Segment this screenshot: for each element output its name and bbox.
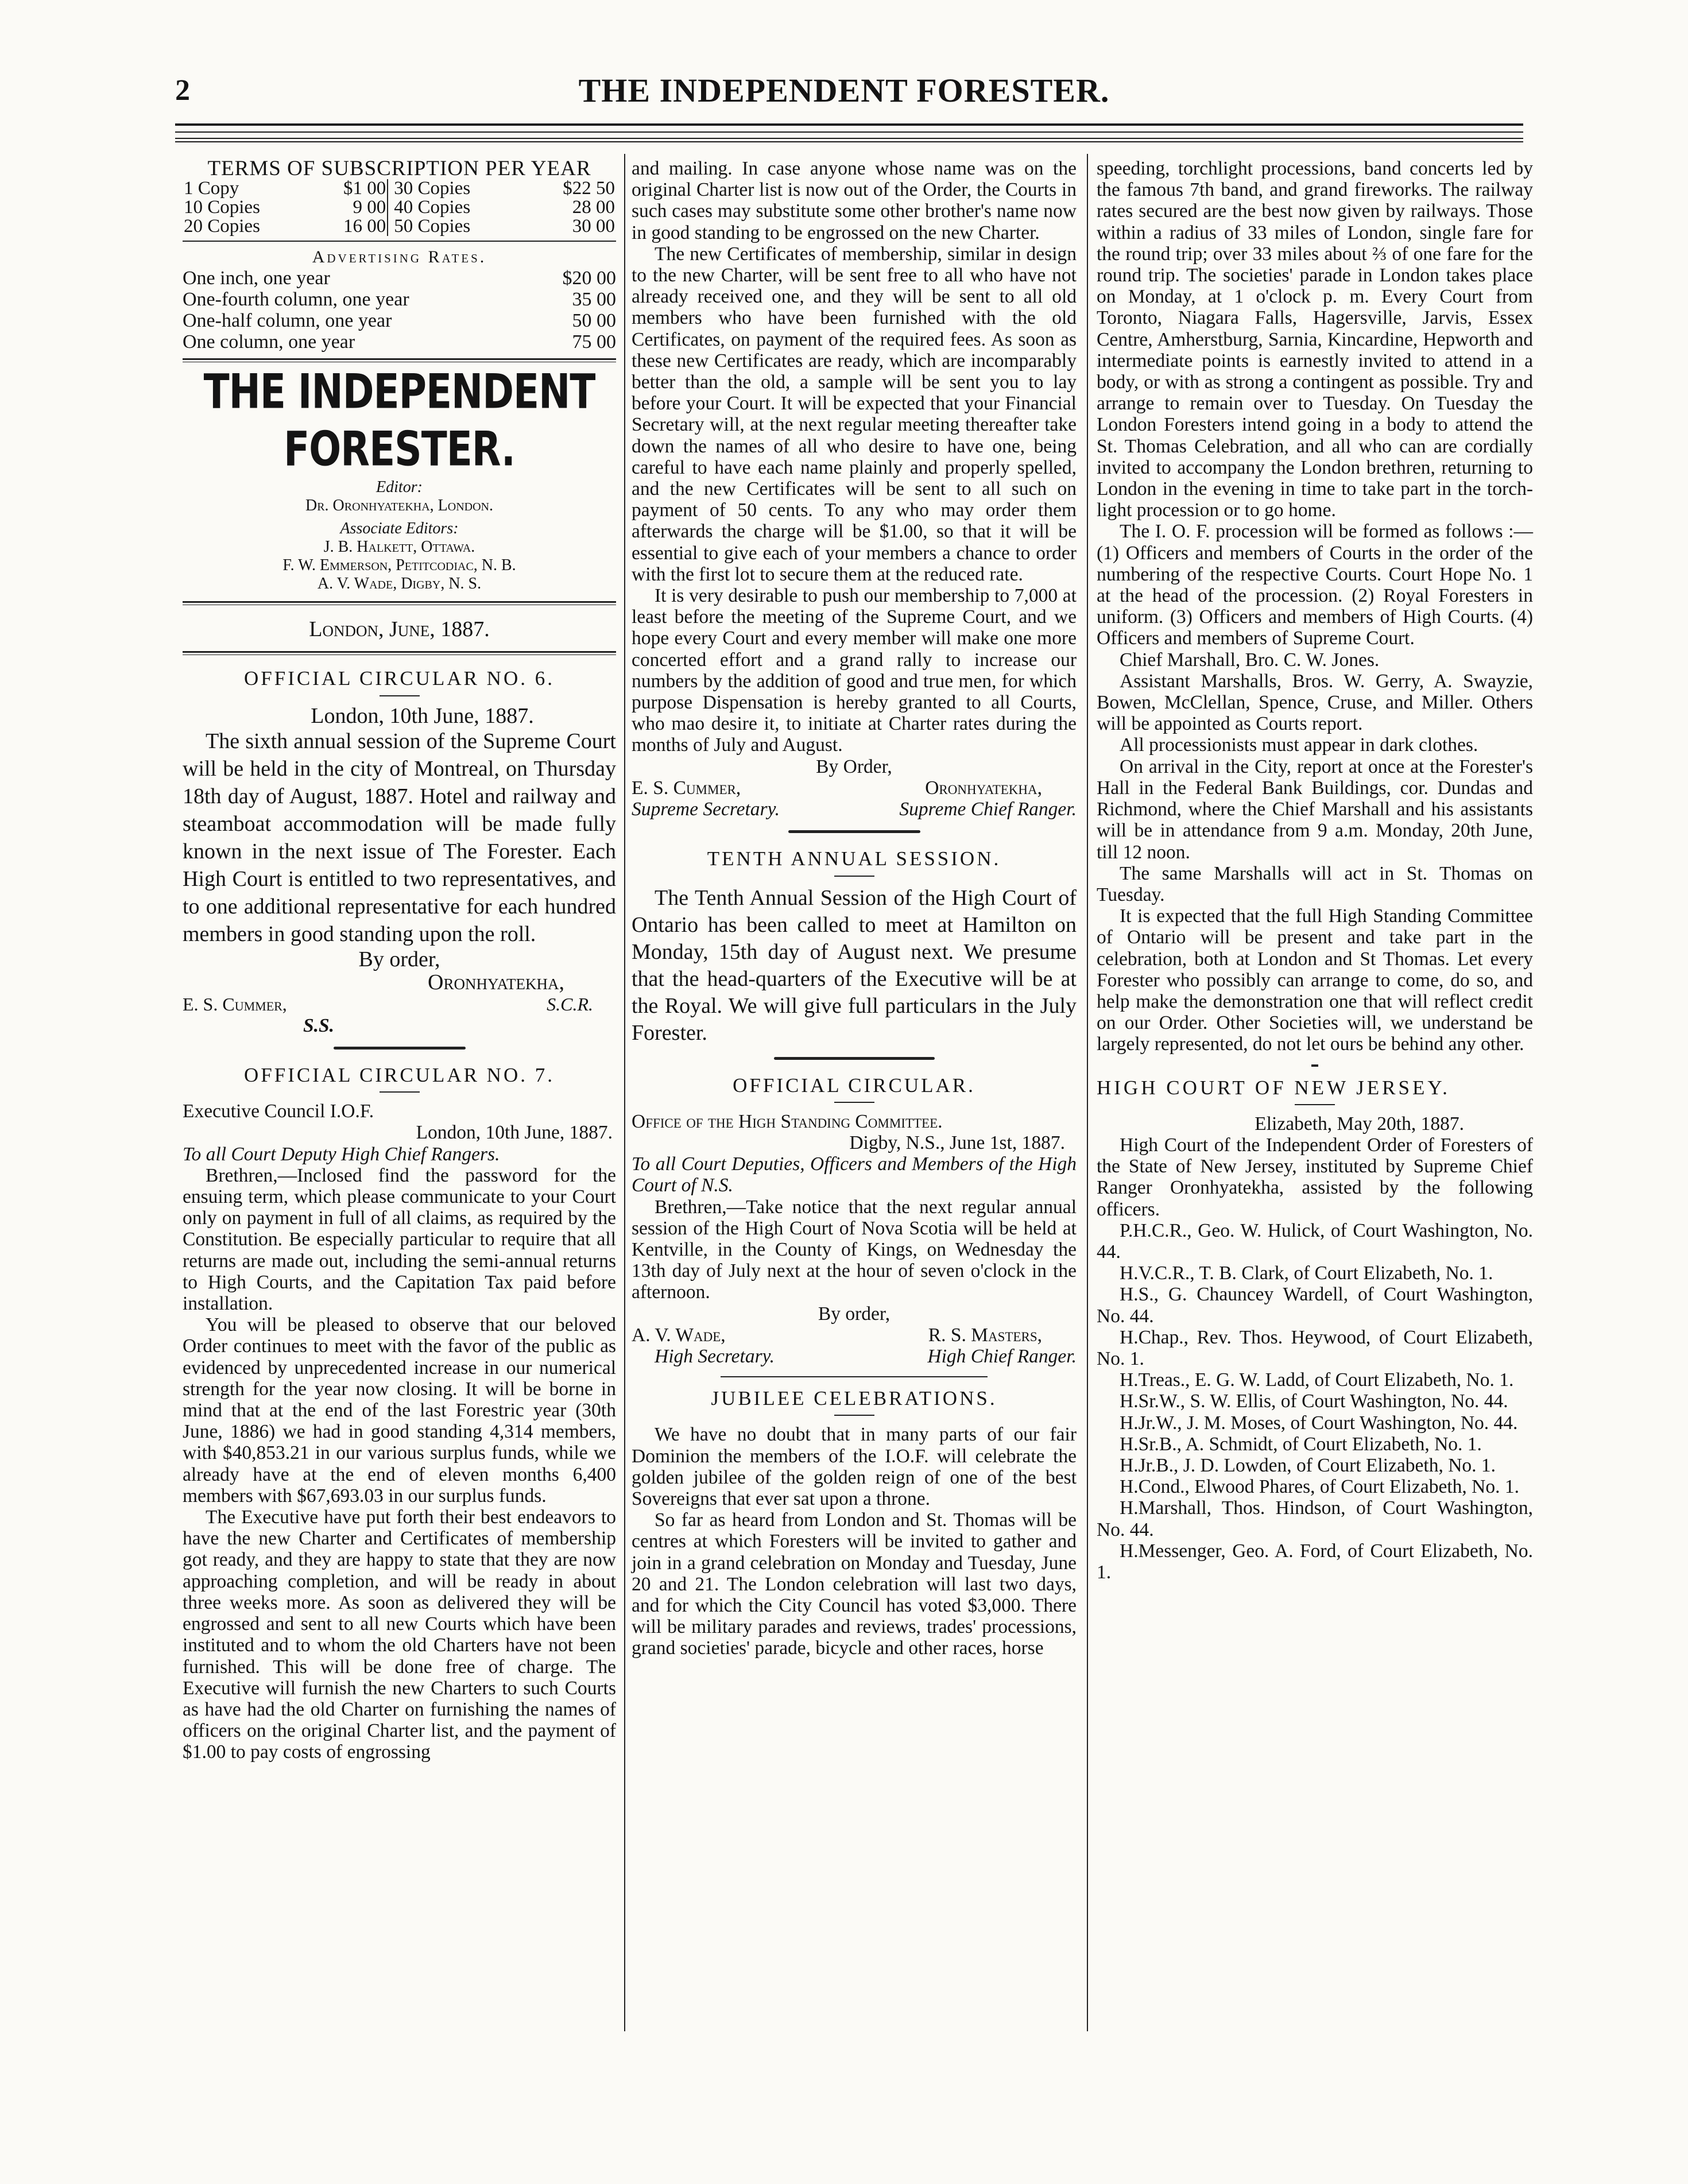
- associate-2: F. W. Emmerson, Petitcodiac, N. B.: [282, 556, 516, 575]
- circular-7-p3: The Executive have put forth their best endeavors to have the new Charter and Certificates of membership got ready, and they are happy to state that they are now approaching completion, and will be ready in about three weeks more. As soon as delivered they will be engrossed and sent to all new Courts which have been instituted and to whom the old Charters have not been furnished. This will be done free of charge. The Executive will furnish the new Charters to such Courts as have had the old Charter on furnishing the names of officers on the original Charter list, and the payment of $1.00 to pay costs of engrossing: [183, 1507, 616, 1763]
- subscription-label: 20 Copies: [184, 216, 260, 237]
- subscription-table: [183, 179, 616, 236]
- officer-entry: H.Jr.W., J. M. Moses, of Court Washington, No. 44.: [1120, 1412, 1518, 1434]
- subscription-label: 10 Copies: [184, 197, 260, 218]
- circular-6-heading: OFFICIAL CIRCULAR NO. 6.: [244, 667, 555, 690]
- divider: [380, 695, 420, 696]
- officer-entry: H.Cond., Elwood Phares, of Court Elizabeth, No. 1.: [1120, 1476, 1519, 1498]
- divider: [183, 601, 616, 605]
- advertising-rates: [183, 268, 616, 353]
- circular-7-heading: OFFICIAL CIRCULAR NO. 7.: [244, 1064, 555, 1087]
- ornament-divider: [788, 830, 920, 833]
- divider: [183, 651, 616, 655]
- tenth-session-heading: TENTH ANNUAL SESSION.: [707, 847, 1001, 870]
- advertising-label: One column, one year: [183, 331, 355, 353]
- col2-by-order: By Order,: [816, 756, 892, 777]
- official-circular-signer-2: R. S. Masters,: [928, 1324, 1042, 1346]
- officer-entry: H.V.C.R., T. B. Clark, of Court Elizabeth, No. 1.: [1120, 1263, 1493, 1284]
- official-circular-by-order: By order,: [818, 1303, 891, 1325]
- advertising-row: [183, 289, 616, 310]
- masthead-rule: [175, 123, 1523, 133]
- officer-entry: H.Treas., E. G. W. Ladd, of Court Elizabeth, No. 1.: [1120, 1369, 1514, 1391]
- subscription-price: 9 00: [353, 197, 386, 218]
- official-circular-date: Digby, N.S., June 1st, 1887.: [849, 1132, 1065, 1153]
- subscription-label: 1 Copy: [184, 178, 239, 199]
- tenth-session-body: The Tenth Annual Session of the High Court of Ontario has been called to meet at Hamilton on Monday, 15th day of August next. We presume that the head-quarters of the Executive will be at the Royal. We will give full particulars in the July Forester.: [632, 885, 1077, 1045]
- editor-label: Editor:: [376, 478, 423, 497]
- editor-name: Dr. Oronhyatekha, London.: [305, 497, 493, 515]
- circular-6-signer-1: Oronhyatekha,: [428, 970, 564, 994]
- col2-title-1: Supreme Secretary.: [632, 799, 780, 820]
- circular-7-line: Executive Council I.O.F.: [183, 1101, 374, 1122]
- official-circular-title-2: High Chief Ranger.: [927, 1345, 1077, 1367]
- advertising-label: One-fourth column, one year: [183, 289, 409, 311]
- official-circular-address: To all Court Deputies, Officers and Members of the High Court of N.S.: [632, 1153, 1077, 1196]
- divider: [1295, 1104, 1335, 1105]
- col2-signer-1: E. S. Cummer,: [632, 777, 741, 799]
- advertising-price: 35 00: [572, 289, 616, 311]
- circular-7-address: To all Court Deputy High Chief Rangers.: [183, 1143, 500, 1165]
- col3-p4: Assistant Marshalls, Bros. W. Gerry, A. Swayzie, Bowen, McClellan, Spence, Cruse, and Miller. Others will be appointed as Courts report.: [1097, 670, 1533, 735]
- officer-entry: H.Jr.B., J. D. Lowden, of Court Elizabeth, No. 1.: [1120, 1454, 1496, 1476]
- col2-signer-2: Oronhyatekha,: [925, 777, 1042, 799]
- masthead-rule-lower: [175, 138, 1523, 142]
- page-number: 2: [175, 74, 190, 107]
- col3-p8: It is expected that the full High Standing Committee of Ontario will be present and take part in the celebration, both at London and St Thomas. Let every Forester who possibly can arrange to come, do so, and help make the demonstration one that will reflect credit on our Order. Other Societies will, we understand be largely represented, do not let ours be behind any other.: [1097, 905, 1533, 1055]
- new-jersey-officers: [1097, 1220, 1533, 1583]
- advertising-row: [183, 331, 616, 353]
- divider: [834, 876, 874, 877]
- col2-p2: The new Certificates of membership, similar in design to the new Charter, will be sent free to all who have not already received one, and they will be sent to all old members who have been furnished with the old Certificates, on payment of the required fees. As soon as these new Certificates are ready, which are incomparably better than the old, a sample will be sent you to lay before your Court. It will be expected that your Financial Secretary will, at the next regular meeting thereafter take down the names of all who desire to have one, being careful to have each name plainly and properly spelled, and the new Certificates will be sent to all such on payment of 50 cents. To any who may order them afterwards the charge will be $1.00, so that it will be essential to give each of your members a chance to order with the first lot to secure them at the reduced rate.: [632, 243, 1077, 585]
- officer-entry: H.Marshall, Thos. Hindson, of Court Washington, No. 44.: [1097, 1497, 1533, 1540]
- officer-entry: P.H.C.R., Geo. W. Hulick, of Court Washington, No. 44.: [1097, 1219, 1533, 1263]
- advertising-row: [183, 310, 616, 331]
- column-rule-2: [1087, 154, 1088, 2031]
- col2-p3: It is very desirable to push our membership to 7,000 at least before the meeting of the Supreme Court, and we hope every Court and every member will make one more concerted effort and a grand rally to increase our numbers by the addition of good and true men, for which purpose Dispensation is hereby granted to all Courts, who mao desire it, to initiate at Charter rates during the months of July and August.: [632, 585, 1077, 756]
- jubilee-p2: So far as heard from London and St. Thomas will be centres at which Foresters will be invited to gather and join in a grand celebration on Monday and Tuesday, June 20 and 21. The London celebration will last two days, and for which the City Council has voted $3,000. There will be military parades and reviews, trades' processions, grand societies' parade, bicycle and other races, horse: [632, 1509, 1077, 1659]
- officer-entry: H.S., G. Chauncey Wardell, of Court Washington, No. 44.: [1097, 1284, 1533, 1327]
- advertising-price: 50 00: [572, 310, 616, 332]
- circular-6-date: London, 10th June, 1887.: [311, 703, 534, 728]
- terms-title: TERMS OF SUBSCRIPTION PER YEAR: [207, 157, 591, 180]
- new-jersey-date: Elizabeth, May 20th, 1887.: [1255, 1113, 1464, 1134]
- divider: [1311, 1064, 1318, 1067]
- column-3: [1097, 158, 1533, 1583]
- subscription-price: 30 00: [572, 216, 615, 237]
- circular-6-signer-2: E. S. Cummer,: [183, 993, 287, 1014]
- column-1: [183, 158, 616, 1763]
- subscription-price: $22 50: [563, 178, 615, 199]
- circular-7-date: London, 10th June, 1887.: [416, 1122, 613, 1144]
- col3-p5: All processionists must appear in dark clothes.: [1120, 734, 1478, 756]
- advertising-title: Advertising Rates.: [312, 247, 487, 267]
- official-circular-title-1: High Secretary.: [655, 1345, 775, 1367]
- advertising-price: 75 00: [572, 331, 616, 353]
- column-rule-1: [624, 154, 625, 2031]
- associate-1: J. B. Halkett, Ottawa.: [323, 538, 475, 556]
- col3-p7: The same Marshalls will act in St. Thomas on Tuesday.: [1097, 862, 1533, 905]
- subscription-label: 50 Copies: [388, 217, 526, 236]
- circular-6-title-2: S.S.: [303, 1014, 335, 1036]
- associate-label: Associate Editors:: [340, 520, 459, 538]
- column-2: [632, 158, 1077, 1659]
- subscription-label: 30 Copies: [388, 179, 526, 198]
- col2-title-2: Supreme Chief Ranger.: [899, 799, 1077, 820]
- circular-7-p2: You will be pleased to observe that our beloved Order continues to meet with the favor of the public as evidenced by unprecedented increase in our numerical strength for the year now closing. It will be borne in mind that at the end of the last Forestric year (30th June, 1886) we had in good standing 4,314 members, with $40,853.21 in our various surplus funds, while we already have at the end of eleven months 6,400 members with $67,693.03 in our surplus funds.: [183, 1314, 616, 1507]
- new-jersey-intro: High Court of the Independent Order of Foresters of the State of New Jersey, instituted by Supreme Chief Ranger Oronhyatekha, assisted by the following officers.: [1097, 1134, 1533, 1220]
- logo: THE INDEPENDENT FORESTER.: [203, 364, 595, 477]
- jubilee-heading: JUBILEE CELEBRATIONS.: [711, 1387, 997, 1410]
- ornament-divider: [334, 1047, 466, 1050]
- dateline: London, June, 1887.: [309, 617, 490, 642]
- divider: [183, 241, 616, 242]
- advertising-row: [183, 268, 616, 289]
- advertising-price: $20 00: [562, 268, 616, 289]
- new-jersey-heading: HIGH COURT OF NEW JERSEY.: [1097, 1076, 1450, 1099]
- divider: [380, 1091, 420, 1093]
- subscription-row: [183, 198, 616, 217]
- col3-p2: The I. O. F. procession will be formed as follows :—(1) Officers and members of Courts in the order of the numbering of the respective Courts. Court Hope No. 1 at the head of the procession. (2) Royal Foresters in uniform. (3) Officers and members of High Courts. (4) Officers and members of Supreme Court.: [1097, 521, 1533, 649]
- advertising-label: One inch, one year: [183, 268, 330, 289]
- circular-6-title-1: S.C.R.: [547, 993, 593, 1014]
- circular-6-by-order: By order,: [358, 947, 440, 971]
- divider: [721, 1376, 988, 1377]
- subscription-price: 28 00: [572, 197, 615, 218]
- circular-6-body: The sixth annual session of the Supreme Court will be held in the city of Montreal, on Thursday 18th day of August, 1887. Hotel and railway and steamboat accommodation will be made fully known in the next issue of The Forester. Each High Court is entitled to two representatives, and to one additional representative for each hundred members in good standing upon the roll.: [183, 729, 616, 946]
- officer-entry: H.Chap., Rev. Thos. Heywood, of Court Elizabeth, No. 1.: [1097, 1326, 1533, 1369]
- associate-3: A. V. Wade, Digby, N. S.: [317, 575, 482, 593]
- ornament-divider: [774, 1057, 935, 1060]
- masthead: THE INDEPENDENT FORESTER.: [578, 72, 1110, 109]
- official-circular-signer-1: A. V. Wade,: [632, 1324, 726, 1346]
- officer-entry: H.Sr.B., A. Schmidt, of Court Elizabeth, No. 1.: [1120, 1433, 1482, 1455]
- subscription-price: $1 00: [343, 178, 386, 199]
- subscription-row: [183, 179, 616, 198]
- jubilee-p1: We have no doubt that in many parts of our fair Dominion the members of the I.O.F. will celebrate the golden jubilee of the golden reign of one of the best Sovereigns that ever sat upon a throne.: [632, 1424, 1077, 1509]
- subscription-price: 16 00: [343, 216, 386, 237]
- col3-p6: On arrival in the City, report at once at the Forester's Hall in the Federal Bank Buildings, cor. Dundas and Richmond, where the Chief Marshall and his assistants will be in attendance from 9 a.m. Monday, 20th June, till 12 noon.: [1097, 756, 1533, 863]
- official-circular-office: Office of the High Standing Committee.: [632, 1110, 943, 1132]
- officer-entry: H.Messenger, Geo. A. Ford, of Court Elizabeth, No. 1.: [1097, 1540, 1533, 1583]
- divider: [834, 1415, 874, 1416]
- official-circular-heading: OFFICIAL CIRCULAR.: [733, 1074, 975, 1097]
- official-circular-body: Brethren,—Take notice that the next regular annual session of the High Court of Nova Scotia will be held at Kentville, in the County of Kings, on Wednesday the 13th day of July next at the hour of seven o'clock in the afternoon.: [632, 1196, 1077, 1303]
- col2-p1: and mailing. In case anyone whose name was on the original Charter list is now out of the Order, the Courts in such cases may substitute some other brother's name now in good standing to be engrossed on the new Charter.: [632, 158, 1077, 243]
- col3-p1: speeding, torchlight processions, band concerts led by the famous 7th band, and grand fireworks. The railway rates secured are the best now given by railways. Those within a radius of 33 miles of London, single fare for the round trip; over 33 miles about ⅔ of one fare for the round trip. The societies' parade in London takes place on Monday, at 1 o'clock p. m. Every Court from Toronto, Niagara Falls, Hagersville, Jarvis, Essex Centre, Amherstburg, Sarnia, Kincardine, Hepworth and intermediate points is earnestly invited to attend in a body, or with as strong a contingent as possible. Try and arrange to remain over to Tuesday. On Tuesday the London Foresters intend going in a body to attend the St. Thomas Celebration, and all who can are cordially invited to accompany the London brethren, returning to London in the evening in time to take part in the torch-light procession or to go home.: [1097, 158, 1533, 521]
- divider: [183, 358, 616, 362]
- circular-7-p1: Brethren,—Inclosed find the password for the ensuing term, which please communicate to your Court only on payment in full of all claims, as required by the Constitution. Be especially particular to require that all returns are made out, including the semi-annual returns to High Courts, and the Capitation Tax paid before installation.: [183, 1164, 616, 1315]
- advertising-label: One-half column, one year: [183, 310, 392, 332]
- officer-entry: H.Sr.W., S. W. Ellis, of Court Washington, No. 44.: [1120, 1391, 1508, 1412]
- divider: [834, 1102, 874, 1103]
- subscription-label: 40 Copies: [388, 198, 526, 217]
- col3-p3: Chief Marshall, Bro. C. W. Jones.: [1120, 649, 1380, 671]
- subscription-row: [183, 217, 616, 236]
